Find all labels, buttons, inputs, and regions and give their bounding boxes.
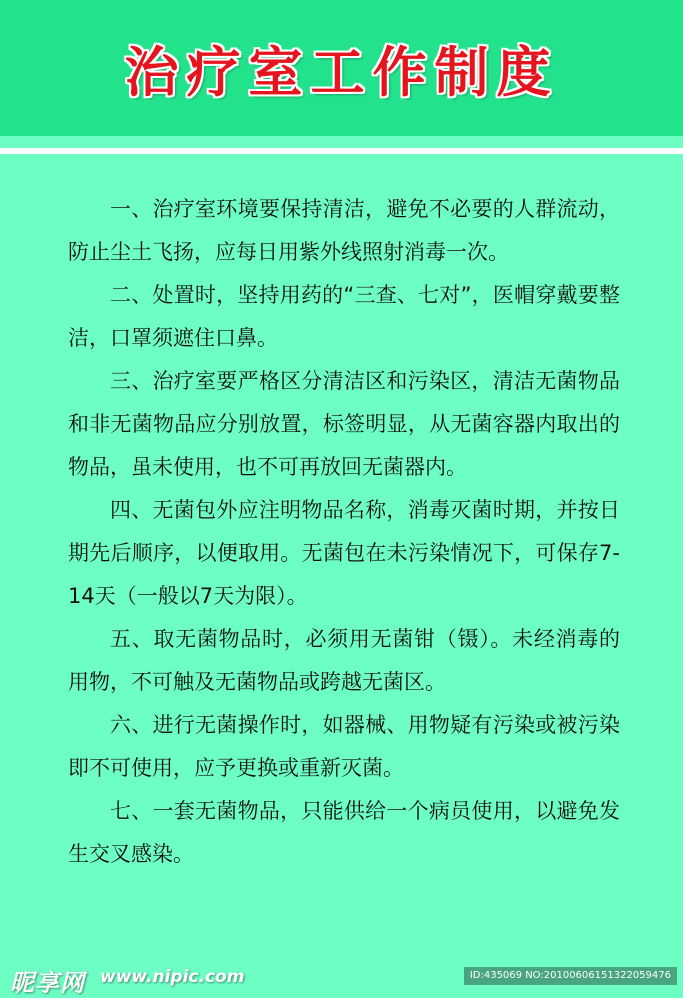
rules-body [68,188,620,876]
watermark-id: ID:435069 NO:20100606151322059476 [464,967,677,985]
rule-1: 一、治疗室环境要保持清洁，避免不必要的人群流动，防止尘土飞扬，应每日用紫外线照射消毒一次。 [68,197,620,264]
divider [0,148,683,154]
rule-4: 四、无菌包外应注明物品名称，消毒灭菌时期，并按日期先后顺序，以便取用。无菌包在未污染情况下，可保存7-14天（一般以7天为限）。 [68,498,620,608]
rule-7: 七、一套无菌物品，只能供给一个病员使用，以避免发生交叉感染。 [68,799,620,866]
rule-3: 三、治疗室要严格区分清洁区和污染区，清洁无菌物品和非无菌物品应分别放置，标签明显，从无菌容器内取出的物品，虽未使用，也不可再放回无菌器内。 [68,369,620,479]
watermark-url: www.nipic.com [100,967,245,987]
page-title: 治疗室工作制度 [124,41,559,104]
rule-6: 六、进行无菌操作时，如器械、用物疑有污染或被污染即不可使用，应予更换或重新灭菌。 [68,713,620,780]
rule-5: 五、取无菌物品时，必须用无菌钳（镊）。未经消毒的用物，不可触及无菌物品或跨越无菌区。 [68,627,620,694]
watermark-logo: 昵享网 [10,969,85,997]
rule-2: 二、处置时，坚持用药的“三查、七对”，医帽穿戴要整洁，口罩须遮住口鼻。 [68,283,620,350]
